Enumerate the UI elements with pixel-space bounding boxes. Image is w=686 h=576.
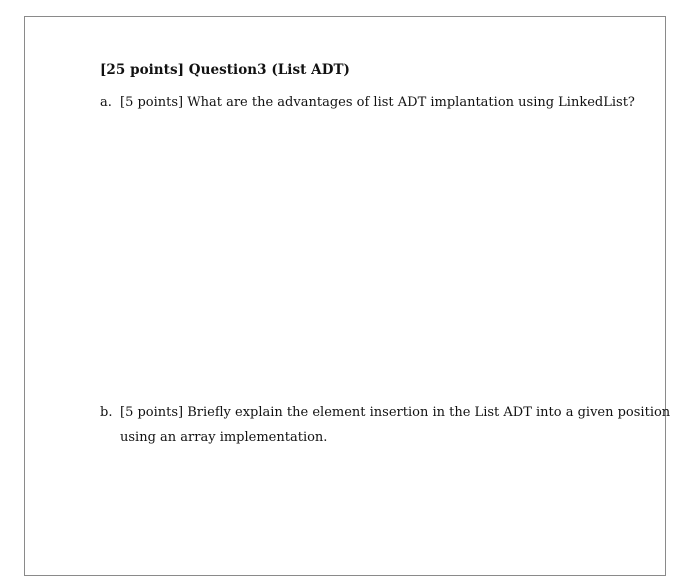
answer-space-b[interactable] bbox=[120, 452, 620, 542]
answer-space-a[interactable] bbox=[120, 120, 620, 390]
question-title: [25 points] Question3 (List ADT) bbox=[100, 62, 350, 78]
question-part-a bbox=[100, 91, 635, 115]
question-part-b bbox=[100, 401, 670, 425]
part-b-text-line1: [5 points] Briefly explain the element insertion in the List ADT into a given position bbox=[120, 405, 671, 420]
part-b-text-line2: using an array implementation. bbox=[120, 430, 328, 445]
part-a-marker: a. bbox=[100, 95, 112, 110]
part-b-marker: b. bbox=[100, 405, 113, 420]
part-a-text: [5 points] What are the advantages of list ADT implantation using LinkedList? bbox=[120, 95, 635, 110]
